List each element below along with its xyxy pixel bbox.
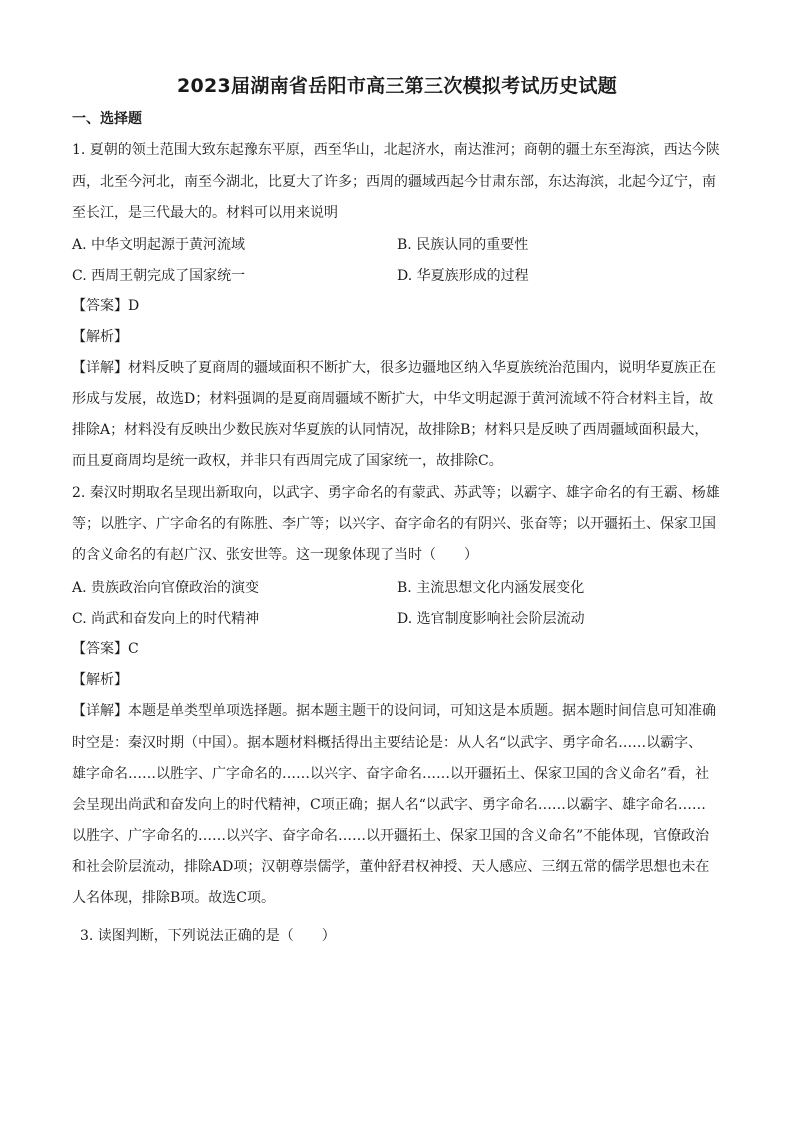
q1-option-b: B. 民族认同的重要性 <box>397 237 529 253</box>
q1-stem-line: 1. 夏朝的领土范围大致东起豫东平原，西至华山，北起济水，南达淮河；商朝的疆土东至海滨，西达今陕 <box>72 142 720 158</box>
q1-answer: 【答案】D <box>72 298 140 314</box>
q2-option-a: A. 贵族政治向官僚政治的演变 <box>72 580 260 596</box>
q1-detail-line: 排除A；材料没有反映出少数民族对华夏族的认同情况，故排除B；材料只是反映了西周疆域面积最大， <box>72 422 709 438</box>
q1-stem-line: 西，北至今河北，南至今湖北，比夏大了许多；西周的疆域西起今甘肃东部，东达海滨，北起今辽宁，南 <box>72 174 716 190</box>
q2-option-d: D. 选官制度影响社会阶层流动 <box>397 611 585 627</box>
page-title: 2023届湖南省岳阳市高三第三次模拟考试历史试题 <box>176 75 618 97</box>
q1-option-c: C. 西周王朝完成了国家统一 <box>72 268 246 284</box>
q1-detail-line: 【详解】材料反映了夏商周的疆域面积不断扩大，很多边疆地区纳入华夏族统治范围内，说明华夏族正在 <box>72 360 716 376</box>
q2-detail-line: 【详解】本题是单类型单项选择题。据本题主题干的设问词，可知这是本质题。据本题时间信息可知准确 <box>72 703 716 719</box>
q2-answer: 【答案】C <box>72 641 139 657</box>
q2-analysis-label: 【解析】 <box>72 672 128 688</box>
q2-stem-line: 等；以胜字、广字命名的有陈胜、李广等；以兴字、奋字命名的有阴兴、张奋等；以开疆拓土、保家卫国 <box>72 516 716 532</box>
q1-detail-line: 形成与发展，故选D；材料强调的是夏商周疆域不断扩大，中华文明起源于黄河流域不符合材料主旨，故 <box>72 391 714 407</box>
q2-option-c: C. 尚武和奋发向上的时代精神 <box>72 611 260 627</box>
q1-option-a: A. 中华文明起源于黄河流域 <box>72 237 246 253</box>
q2-stem-line: 2. 秦汉时期取名呈现出新取向，以武字、勇字命名的有蒙武、苏武等；以霸字、雄字命名的有王霸、杨雄 <box>72 485 720 501</box>
q1-detail-line: 而且夏商周均是统一政权，并非只有西周完成了国家统一，故排除C。 <box>72 453 503 469</box>
q2-detail-line: 人名体现，排除B项。故选C项。 <box>72 890 275 906</box>
q1-analysis-label: 【解析】 <box>72 329 128 345</box>
q2-option-b: B. 主流思想文化内涵发展变化 <box>397 580 585 596</box>
q2-stem-line: 的含义命名的有赵广汉、张安世等。这一现象体现了当时（ ） <box>72 547 478 563</box>
q1-stem-line: 至长江，是三代最大的。材料可以用来说明 <box>72 205 338 221</box>
q2-detail-line: 以胜字、广字命名的……以兴字、奋字命名……以开疆拓土、保家卫国的含义命名”不能体现，官僚政治 <box>72 828 710 844</box>
q2-detail-line: 雄字命名……以胜字、广字命名的……以兴字、奋字命名……以开疆拓土、保家卫国的含义命名”看，社 <box>72 766 710 782</box>
q2-detail-line: 和社会阶层流动，排除AD项；汉朝尊崇儒学，董仲舒君权神授、天人感应、三纲五常的儒学思想也未在 <box>72 859 710 875</box>
q3-stem-line: 3. 读图判断，下列说法正确的是（ ） <box>80 928 336 944</box>
section-heading: 一、选择题 <box>72 111 142 127</box>
q2-detail-line: 会呈现出尚武和奋发向上的时代精神，C项正确；据人名“以武字、勇字命名……以霸字、雄字命名…… <box>72 797 706 813</box>
q1-option-d: D. 华夏族形成的过程 <box>397 268 529 284</box>
q2-detail-line: 时空是：秦汉时期（中国）。据本题材料概括得出主要结论是：从人名“以武字、勇字命名……以霸字、 <box>72 735 703 751</box>
